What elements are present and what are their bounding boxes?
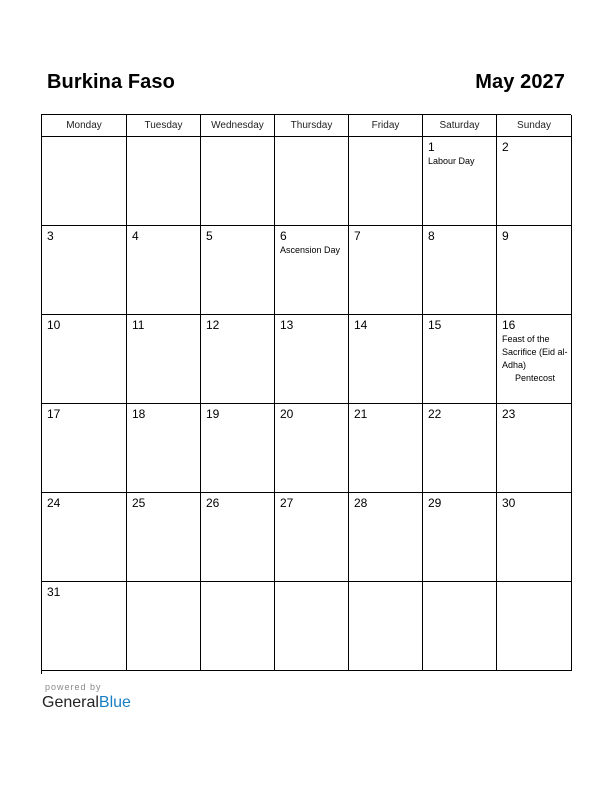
weekday-header-sunday: Sunday (497, 115, 572, 137)
day-number: 30 (502, 496, 516, 510)
day-cell (497, 315, 572, 404)
day-cell (423, 137, 497, 226)
day-cell (349, 493, 423, 582)
day-cell (127, 315, 201, 404)
holiday-list (502, 333, 568, 385)
day-number: 5 (206, 229, 213, 243)
calendar-grid (41, 114, 571, 674)
weekday-header-thursday: Thursday (275, 115, 349, 137)
day-cell (275, 582, 349, 671)
day-cell (497, 226, 572, 315)
day-cell (497, 582, 572, 671)
day-cell (497, 493, 572, 582)
weekday-header-wednesday: Wednesday (201, 115, 275, 137)
day-cell (42, 226, 127, 315)
day-number: 3 (47, 229, 54, 243)
day-number: 13 (280, 318, 294, 332)
day-cell (42, 137, 127, 226)
weekday-header-monday: Monday (42, 115, 127, 137)
day-number: 22 (428, 407, 442, 421)
generalblue-logo[interactable] (42, 694, 131, 712)
day-number: 10 (47, 318, 61, 332)
day-number: 1 (428, 140, 435, 154)
day-number: 23 (502, 407, 516, 421)
day-cell (127, 137, 201, 226)
day-number: 17 (47, 407, 61, 421)
day-cell (201, 404, 275, 493)
day-cell (497, 404, 572, 493)
day-number: 9 (502, 229, 509, 243)
day-cell (275, 404, 349, 493)
day-cell (423, 582, 497, 671)
day-cell (201, 493, 275, 582)
day-cell (349, 137, 423, 226)
day-cell (423, 493, 497, 582)
day-number: 7 (354, 229, 361, 243)
day-cell (275, 493, 349, 582)
day-cell (423, 226, 497, 315)
weekday-header-tuesday: Tuesday (127, 115, 201, 137)
day-cell (42, 582, 127, 671)
day-cell (42, 404, 127, 493)
day-number: 29 (428, 496, 442, 510)
day-cell (127, 404, 201, 493)
day-cell (349, 582, 423, 671)
day-number: 21 (354, 407, 368, 421)
day-number: 28 (354, 496, 368, 510)
brand-blue-text: Blue (98, 694, 131, 711)
day-cell (201, 226, 275, 315)
day-cell (201, 582, 275, 671)
day-cell (127, 493, 201, 582)
country-title: Burkina Faso (47, 71, 175, 93)
day-cell (201, 315, 275, 404)
day-number: 8 (428, 229, 435, 243)
weekday-header-saturday: Saturday (423, 115, 497, 137)
day-cell (275, 315, 349, 404)
day-cell (349, 404, 423, 493)
day-cell (275, 226, 349, 315)
day-number: 15 (428, 318, 442, 332)
day-number: 4 (132, 229, 139, 243)
month-title: May 2027 (475, 71, 565, 93)
day-number: 2 (502, 140, 509, 154)
day-cell (42, 493, 127, 582)
day-number: 31 (47, 585, 61, 599)
day-cell (349, 226, 423, 315)
day-cell (275, 137, 349, 226)
holiday-label: Ascension Day (280, 245, 341, 255)
powered-by-label: powered by (45, 682, 102, 692)
day-number: 14 (354, 318, 368, 332)
day-cell (127, 582, 201, 671)
day-number: 25 (132, 496, 146, 510)
day-cell (423, 404, 497, 493)
day-number: 19 (206, 407, 220, 421)
day-number: 26 (206, 496, 220, 510)
day-number: 12 (206, 318, 220, 332)
holiday-label: Feast of the Sacrifice (Eid al-Adha) (502, 334, 568, 370)
holiday-label: Pentecost (514, 373, 556, 383)
day-number: 16 (502, 318, 516, 332)
weekday-header-friday: Friday (349, 115, 423, 137)
day-number: 11 (132, 318, 145, 332)
day-cell (497, 137, 572, 226)
brand-general-text: General (42, 694, 99, 711)
day-number: 18 (132, 407, 146, 421)
day-cell (423, 315, 497, 404)
day-cell (201, 137, 275, 226)
day-number: 27 (280, 496, 294, 510)
holiday-label: Labour Day (428, 156, 475, 166)
day-number: 6 (280, 229, 287, 243)
day-cell (42, 315, 127, 404)
day-cell (127, 226, 201, 315)
day-number: 20 (280, 407, 294, 421)
day-cell (349, 315, 423, 404)
holiday-list (428, 155, 493, 168)
day-number: 24 (47, 496, 61, 510)
holiday-list (280, 244, 345, 257)
